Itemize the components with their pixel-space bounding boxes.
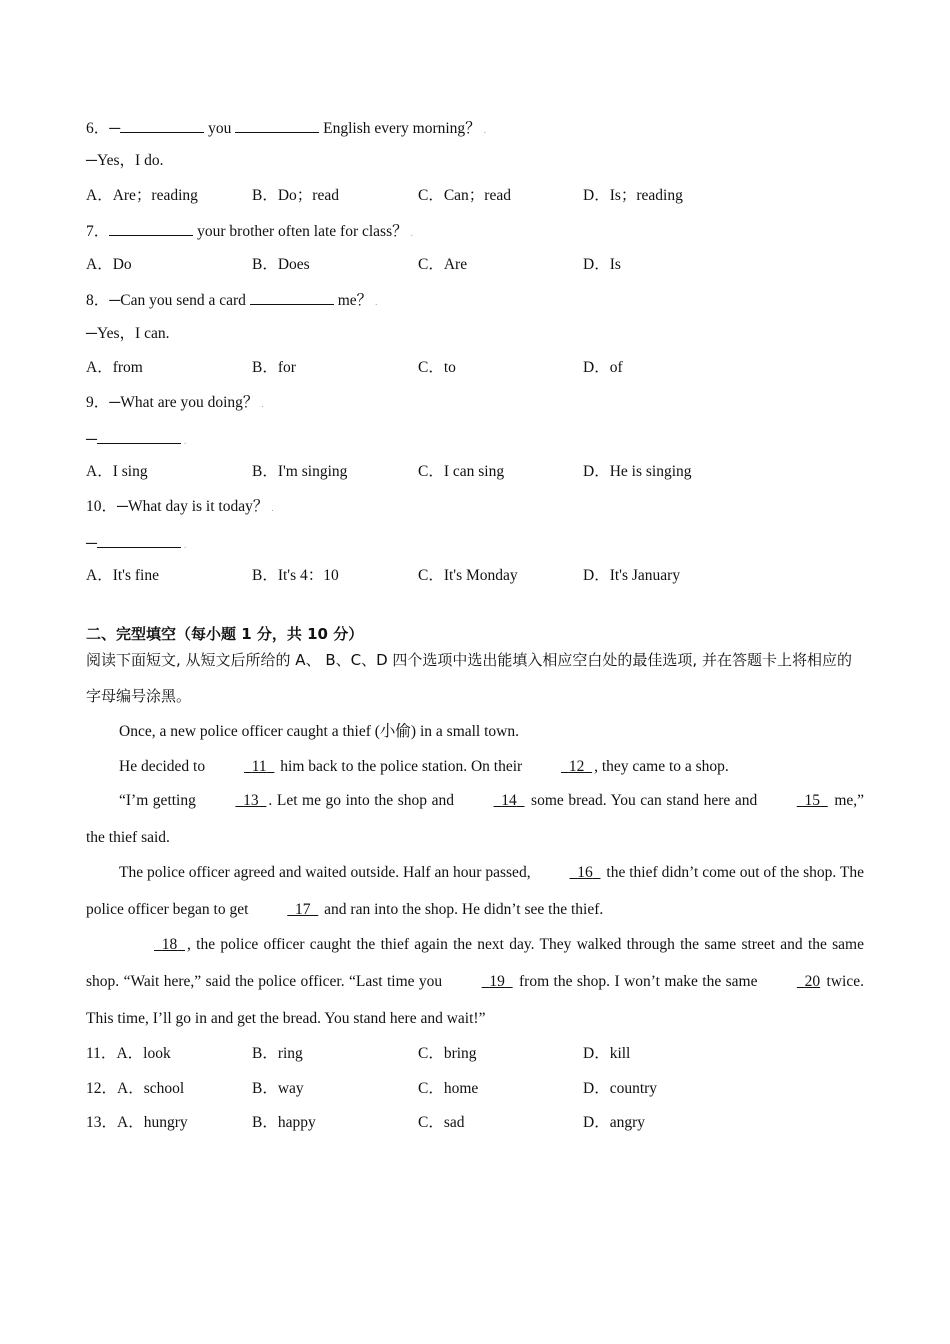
cloze-blank-14: 14	[501, 792, 517, 809]
option-c[interactable]: C．bring	[418, 1045, 477, 1062]
options-row	[86, 255, 866, 275]
option-d[interactable]: D．Is	[583, 256, 621, 273]
question-number: 11．	[86, 1045, 117, 1062]
cloze-question-12	[86, 1079, 866, 1099]
option-b[interactable]: B．way	[252, 1080, 304, 1097]
options-row	[86, 462, 866, 482]
answer-blank	[120, 117, 204, 133]
cloze-blank-12: 12	[568, 758, 585, 775]
option-c[interactable]: C．It's Monday	[418, 567, 518, 584]
question-10: 10．─What day is it today？ .	[86, 498, 274, 515]
answer-line: ─ .	[86, 532, 186, 555]
option-d[interactable]: D．kill	[583, 1045, 631, 1062]
question-text: your brother often late for class？	[193, 223, 408, 240]
option-a[interactable]: A．I sing	[86, 463, 148, 480]
option-a[interactable]: A．It's fine	[86, 567, 159, 584]
question-7: 7． your brother often late for class？ .	[86, 220, 413, 243]
cloze-blank-19: 19	[489, 973, 505, 990]
option-b[interactable]: B．It's 4：10	[252, 567, 339, 584]
option-d[interactable]: D．angry	[583, 1114, 645, 1131]
passage-paragraph-5: 18 , the police officer caught the thief again the next day. They walked through the same street and the same shop. “Wait here,” said the police officer. “Last time you 19 from the shop. I won’t make the same 20 twice. This time, I’ll go in and get the bread. You stand here and wait!”	[86, 926, 864, 1037]
options-row	[86, 358, 866, 378]
answer-blank	[109, 220, 193, 236]
passage-paragraph-2: He decided to 11 him back to the police station. On their 12 , they came to a shop.	[86, 748, 864, 785]
question-number: 12．	[86, 1080, 118, 1097]
option-b[interactable]: B．for	[252, 359, 296, 376]
cloze-blank-17: 17	[295, 901, 311, 918]
question-number: 7．	[86, 223, 110, 240]
option-d[interactable]: D．He is singing	[583, 463, 692, 480]
options-row	[86, 566, 866, 586]
option-a[interactable]: A．hungry	[117, 1114, 188, 1131]
question-text: ─	[109, 120, 121, 137]
option-b[interactable]: B．happy	[252, 1114, 316, 1131]
option-a[interactable]: A．look	[116, 1045, 171, 1062]
answer-line: ─ .	[86, 428, 186, 451]
question-number: 6．	[86, 120, 110, 137]
options-row	[86, 186, 866, 206]
section-instructions: 阅读下面短文, 从短文后所给的 A、 B、C、D 四个选项中选出能填入相应空白处的最佳选项, 并在答题卡上将相应的字母编号涂黑。	[86, 651, 852, 705]
question-number: 8．	[86, 292, 110, 309]
answer-blank	[250, 289, 334, 305]
option-b[interactable]: B．ring	[252, 1045, 303, 1062]
dash: ─	[86, 535, 97, 552]
answer-line: ─Yes，I do.	[86, 152, 164, 169]
question-text: ─What are you doing？	[109, 394, 259, 411]
cloze-blank-16: 16	[577, 864, 593, 881]
option-a[interactable]: A．school	[117, 1080, 185, 1097]
question-8: 8．─Can you send a card me？ .	[86, 289, 377, 312]
passage-paragraph-3: “I’m getting 13 . Let me go into the shop and 14 some bread. You can stand here and 15 me,” the thief said.	[86, 782, 864, 856]
dash: ─	[86, 431, 97, 448]
answer-blank	[97, 428, 181, 444]
option-d[interactable]: D．It's January	[583, 567, 681, 584]
cloze-blank-11: 11	[251, 758, 267, 775]
question-text: you	[204, 120, 236, 137]
option-a[interactable]: A．Are；reading	[86, 187, 198, 204]
answer-blank	[235, 117, 319, 133]
option-b[interactable]: B．I'm singing	[252, 463, 348, 480]
question-number: 10．	[86, 498, 118, 515]
option-c[interactable]: C．sad	[418, 1114, 465, 1131]
option-c[interactable]: C．to	[418, 359, 456, 376]
answer-blank	[97, 532, 181, 548]
question-text: ─Can you send a card	[109, 292, 250, 309]
question-6: 6．─ you English every morning？ .	[86, 117, 486, 140]
cloze-blank-13: 13	[243, 792, 259, 809]
question-number: 13．	[86, 1114, 118, 1131]
option-c[interactable]: C．Are	[418, 256, 468, 273]
question-text: English every morning？	[319, 120, 481, 137]
cloze-blank-18: 18	[161, 936, 178, 953]
option-b[interactable]: B．Does	[252, 256, 310, 273]
passage-paragraph-1: Once, a new police officer caught a thief (小偷) in a small town.	[119, 723, 519, 740]
cloze-question-11	[86, 1044, 866, 1064]
option-c[interactable]: C．Can；read	[418, 187, 511, 204]
answer-line: ─Yes，I can.	[86, 325, 170, 342]
option-d[interactable]: D．country	[583, 1080, 658, 1097]
cloze-blank-15: 15	[804, 792, 821, 809]
option-c[interactable]: C．home	[418, 1080, 479, 1097]
question-text: me？	[333, 292, 373, 309]
section-heading: 二、完型填空（每小题 1 分，共 10 分）	[86, 625, 364, 643]
option-d[interactable]: D．of	[583, 359, 623, 376]
option-d[interactable]: D．Is；reading	[583, 187, 683, 204]
question-number: 9．	[86, 394, 110, 411]
cloze-question-13	[86, 1113, 866, 1133]
option-a[interactable]: A．from	[86, 359, 143, 376]
option-a[interactable]: A．Do	[86, 256, 132, 273]
cloze-blank-20: 20	[804, 973, 821, 990]
question-text: ─What day is it today？	[117, 498, 269, 515]
option-b[interactable]: B．Do；read	[252, 187, 339, 204]
option-c[interactable]: C．I can sing	[418, 463, 505, 480]
passage-paragraph-4: The police officer agreed and waited outside. Half an hour passed, 16 the thief didn’t come out of the shop. The police officer began to get 17 and ran into the shop. He didn’t see the thief.	[86, 854, 864, 928]
question-9: 9．─What are you doing？ .	[86, 394, 264, 411]
